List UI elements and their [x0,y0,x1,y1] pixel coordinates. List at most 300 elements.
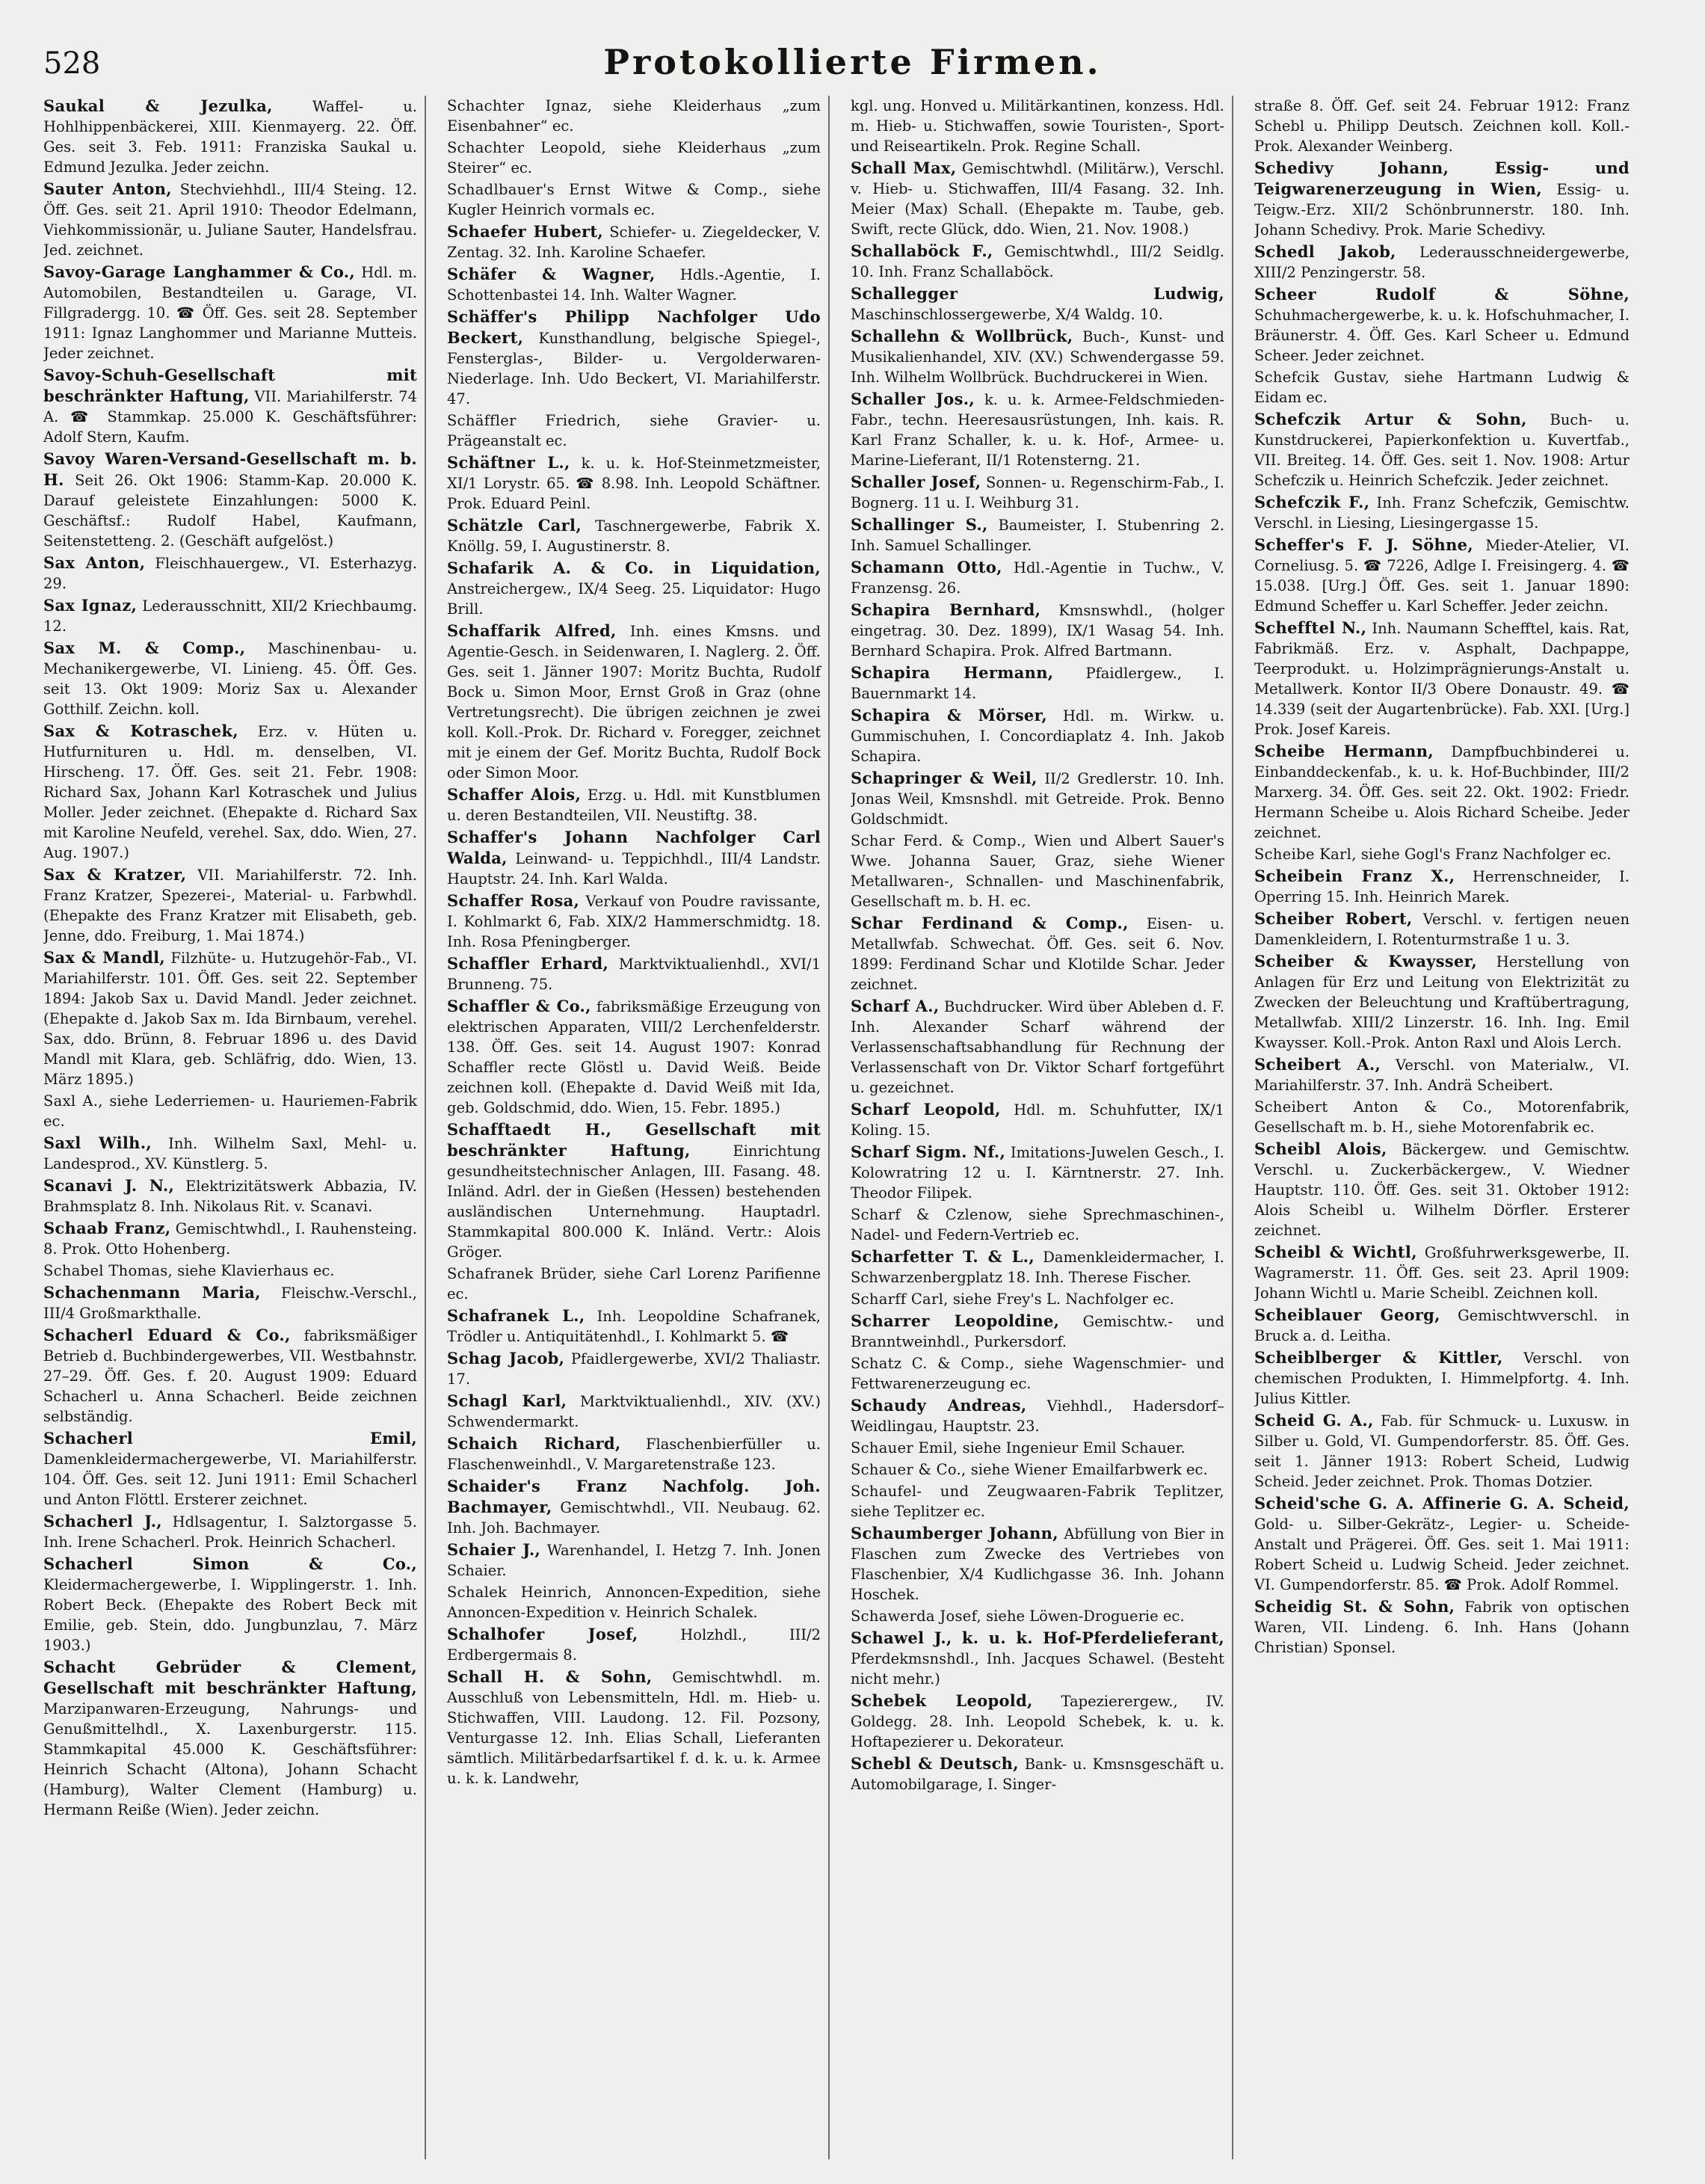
entry-details: k. u. k. Hof-Steinmetzmeister, XI/1 Lorystr. 65. ☎ 8.98. Inh. Leopold Schäftner. Prok. Eduard Peinl. [447,455,821,512]
entry-details: Filzhüte- u. Hutzugehör-Fab., VI. Mariahilferstr. 101. Öff. Ges. seit 22. September 1894: Jakob Sax u. David Mandl. Jeder zeichnet. (Ehepakte d. Jakob Sax m. Ida Birnbaum, verehel. Sax, ddo. Brünn, 8. Februar 1896 u. des David Mandl mit Klara, geb. Schläfrig, ddo. Wien, 13. März 1895.) [43,950,417,1088]
entry-details: Hdl. m. Automobilen, Bestandteilen u. Garage, VI. Fillgradergg. 10. ☎ Öff. Ges. seit 28. September 1911: Ignaz Langhommer und Marianne Mutteis. Jeder zeichnet. [43,264,418,362]
directory-entry [851,1691,1224,1752]
entry-details: Gemischtw.- und Branntweinhdl., Purkersdorf. [851,1313,1224,1350]
entry-details: fabriksmäßiger Betrieb d. Buchbindergewerbes, VII. Westbahnstr. 27–29. Öff. Ges. f. 20. August 1909: Eduard Schacherl u. Anna Schacherl. Beide zeichnen selbständig. [43,1327,417,1425]
directory-entry [447,996,821,1118]
entry-firm-name: Scheibein Franz X., [1254,867,1455,885]
entry-firm-name: Schar Ferd. & Comp., [851,832,1026,849]
entry-details: Kleidermachergewerbe, I. Wipplingerstr. 1. Inh. Robert Beck. (Ehepakte des Robert Beck mit Emilie, geb. Stein, ddo. Jungbunzlau, 7. März 1903.) [43,1576,417,1654]
entry-details: siehe Lederriemen- u. Hauriemen-Fabrik ec. [43,1092,418,1130]
entry-details: Anstreichergew., IX/4 Seeg. 25. Liquidator: Hugo Brill. [447,580,821,618]
directory-entry [1254,1347,1630,1409]
directory-entry [447,1391,821,1432]
entry-details: Inh. Naumann Schefftel, kais. Rat, Fabrikmäß. Erz. v. Asphalt, Dachpappe, Teerprodukt. u. Holzimprägnierungs-Anstalt u. Metallwerk. Kontor II/3 Obere Donaustr. 49. ☎ 14.339 (seit der Augartenbrücke). Fab. XXI. [Urg.] Prok. Josef Kareis. [1254,620,1630,738]
directory-entry [851,158,1224,239]
entry-firm-name: Schatz C. & Comp., [851,1355,1015,1372]
directory-entry [851,1523,1224,1605]
entry-details: Motorenfabrik, Gesellschaft m. b. H., siehe Motorenfabrik ec. [1254,1098,1630,1136]
directory-entry [43,449,417,551]
entry-firm-name: Scheibe Hermann, [1254,742,1434,760]
directory-entry [43,1282,417,1323]
entry-firm-name: Schaefer Hubert, [447,222,603,241]
directory-entry [447,1539,821,1581]
entry-details: Baumeister, I. Stubenring 2. Inh. Samuel Schallinger. [851,517,1224,554]
entry-firm-name: Schar Ferdinand & Comp., [851,914,1129,932]
entry-firm-name: Scheibe Karl, [1254,846,1357,863]
entry-details: Waffel- u. Hohlhippenbäckerei, XIII. Kienmayerg. 22. Öff. Ges. seit 3. Feb. 1911: Franziska Saukal u. Edmund Jezulka. Jeder zeichn. [43,98,418,176]
entry-firm-name: Scheibert A., [1254,1055,1381,1074]
entry-details: Hdls.-Agentie, I. Schottenbastei 14. Inh. Walter Wagner. [447,266,821,304]
entry-firm-name: Schefczik F., [1254,493,1370,511]
entry-details: Buch-, Kunst- und Musikalienhandel, XIV. (XV.) Schwendergasse 59. Inh. Wilhelm Wollbrück. Buchdruckerei in Wien. [851,328,1225,386]
directory-entry [447,1582,821,1622]
entry-details: Essig- u. Teigw.-Erz. XII/2 Schönbrunnerstr. 180. Inh. Johann Schedivy. Prok. Marie Schedivy. [1254,181,1630,239]
entry-firm-name: Scheffer's F. J. Söhne, [1254,535,1473,554]
directory-entry [447,1433,821,1474]
directory-entry [43,553,417,594]
entry-details: Damenkleidermacher, I. Schwarzenbergplatz 18. Inh. Therese Fischer. [851,1249,1225,1286]
entry-details: siehe Kleiderhaus „zum Steirer“ ec. [447,139,821,176]
directory-entry [43,1133,417,1174]
entry-details: Viehhdl., Hadersdorf–Weidlingau, Hauptstr. 23. [851,1397,1224,1435]
entry-details: siehe Gogl's Franz Nachfolger ec. [1360,846,1612,863]
entry-details: Einrichtung gesundheitstechnischer Anlagen, III. Fasang. 48. Inländ. Adrl. der in Gießen (Hessen) bestehenden ausländischen Unternehmung. Hauptadrl. Stammkapital 800.000 K. Inländ. Vertr.: Alois Gröger. [447,1142,821,1261]
entry-firm-name: Schätzle Carl, [447,516,582,535]
entry-firm-name: Schaller Josef, [851,473,981,491]
entry-firm-name: Schag Jacob, [447,1349,565,1368]
entry-firm-name: Schabel Thomas, [43,1262,173,1279]
entry-details: Fab. für Schmuck- u. Luxusw. in Silber u. Gold, VI. Gumpendorferstr. 85. Öff. Ges. seit 1. Jänner 1913: Robert Scheid, Ludwig Scheid. Jeder zeichnet. Prok. Thomas Dotzier. [1254,1412,1630,1490]
entry-details: Marktviktualienhdl., XIV. (XV.) Schwendermarkt. [447,1393,821,1430]
entry-firm-name: Scanavi J. N., [43,1176,175,1195]
entry-firm-name: Saukal & Jezulka, [43,96,273,115]
directory-entry [851,96,1224,156]
entry-details: Verschl. von Materialw., VI. Mariahilferstr. 37. Inh. Andrä Scheibert. [1254,1056,1630,1094]
entry-firm-name: Schaufel- und Zeugwaaren-Fabrik Teplitzer, [851,1483,1224,1500]
entry-firm-name: Schedl Jakob, [1254,242,1396,261]
entry-firm-name: Saxl A., [43,1092,103,1110]
entry-details: Schuhmachergewerbe, k. u. k. Hofschuhmacher, I. Bräunerstr. 4. Öff. Ges. Karl Scheer u. Edmund Scheer. Jeder zeichnet. [1254,307,1630,364]
directory-entry [43,365,417,447]
directory-entry [1254,96,1630,156]
entry-firm-name: Schacht Gebrüder & Clement, Gesellschaft mit beschränkter Haftung, [43,1658,417,1697]
entry-details: Maschinschlossergewerbe, X/4 Waldg. 10. [851,306,1163,323]
entry-details: Hdl.-Agentie in Tuchw., V. Franzensg. 26. [851,559,1225,597]
directory-entry [851,1459,1224,1480]
entry-firm-name: Sax Ignaz, [43,596,138,615]
directory-entry [851,705,1224,766]
entry-firm-name: Schefftel N., [1254,618,1367,637]
entry-firm-name: Scheiblberger & Kittler, [1254,1348,1503,1367]
entry-details: Verschl. v. fertigen neuen Damenkleidern, I. Rotenturmstraße 1 u. 3. [1254,911,1630,948]
directory-entry [1254,908,1630,950]
entry-firm-name: Schauer & Co., [851,1461,966,1478]
directory-entry [447,1624,821,1665]
directory-entry [447,1264,821,1304]
entry-details: Leinwand- u. Teppichhdl., III/4 Landstr. Hauptstr. 24. Inh. Karl Walda. [447,850,821,888]
entry-details: straße 8. Öff. Gef. seit 24. Februar 1912: Franz Schebl u. Philipp Deutsch. Zeichnen koll. Koll.-Prok. Alexander Weinberg. [1254,97,1630,155]
directory-entry [1254,1097,1630,1137]
entry-firm-name: Schefcik Gustav, [1254,369,1390,386]
entry-details: siehe Sprechmaschinen-, Nadel- und Federn-Vertrieb ec. [851,1206,1224,1243]
directory-entry [851,1205,1224,1245]
entry-details: Gemischtwhdl., I. Rauhensteing. 8. Prok. Otto Hohenberg. [43,1220,417,1258]
directory-entry [851,913,1224,994]
entry-details: Gemischtwhdl. m. Ausschluß von Lebensmitteln, Hdl. m. Hieb- u. Stichwaffen, VIII. Laudong. 12. Fil. Pozsony, Venturgasse 12. Inh. Elias Schall, Lieferanten sämtlich. Militärbedarfsartikel f. d. k. u. k. Armee u. k. k. Landwehr, [447,1669,821,1787]
directory-entry [1254,158,1630,240]
directory-entry [851,472,1224,513]
entry-firm-name: Schalek Heinrich, [447,1584,592,1601]
entry-firm-name: Schapira & Mörser, [851,706,1048,725]
entry-details: II/2 Gredlerstr. 10. Inh. Jonas Weil, Kmsnshdl. mit Getreide. Prok. Benno Goldschmidt. [851,770,1224,828]
directory-entry [43,721,417,863]
entry-details: siehe Kleiderhaus „zum Eisenbahner“ ec. [447,97,821,135]
entry-firm-name: Schapringer & Weil, [851,769,1038,787]
entry-details: Tapezierergew., IV. Goldegg. 28. Inh. Leopold Schebek, k. u. k. Hoftapezierer u. Dekorateur. [851,1693,1224,1750]
directory-entry [1254,1054,1630,1095]
entry-details: Marzipanwaren-Erzeugung, Nahrungs- und Genußmittelhdl., X. Laxenburgerstr. 115. Stammkapital 45.000 K. Geschäftsführer: Heinrich Schacht (Altona), Johann Schacht (Hamburg), Walter Clement (Hamburg) u. Hermann Reiße (Wien). Jeder zeichn. [43,1700,417,1818]
entry-details: Annoncen-Expedition, siehe Annoncen-Expedition v. Heinrich Schalek. [447,1584,821,1621]
entry-details: Inh. Franz Schefczik, Gemischtw. Verschl. in Liesing, Liesingergasse 15. [1254,494,1630,532]
entry-firm-name: Schacherl Eduard & Co., [43,1326,291,1344]
entry-firm-name: Scharf Leopold, [851,1100,1001,1119]
entry-firm-name: Scheibert Anton & Co., [1254,1098,1493,1116]
entry-firm-name: Scheibl Alois, [1254,1139,1387,1158]
entry-firm-name: Schallegger Ludwig, [851,284,1224,303]
entry-details: Fabrik von optischen Waren, VII. Lindeng. 6. Inh. Hans (Johann Christian) Sponsel. [1254,1599,1630,1656]
directory-entry [447,179,821,220]
entry-details: Lederausschnitt, XII/2 Kriechbaumg. 12. [43,597,417,635]
entry-firm-name: Schaich Richard, [447,1434,621,1453]
directory-entry [43,262,417,363]
entry-details: siehe Frey's L. Nachfolger ec. [952,1291,1174,1308]
entry-firm-name: Schauer Emil, [851,1439,958,1456]
entry-details: Marktviktualienhdl., XVI/1 Brunneng. 75. [447,956,821,993]
entry-details: Imitations-Juwelen Gesch., I. Kolowratring 12 u. I. Kärntnerstr. 27. Inh. Theodor Filipek. [851,1144,1224,1202]
entry-firm-name: Schaider's Franz Nachfolg. Joh. Bachmayer, [447,1477,821,1516]
directory-entry [43,1428,417,1510]
entry-details: siehe Wagenschmier- und Fettwarenerzeugung ec. [851,1355,1224,1392]
entry-firm-name: Schall H. & Sohn, [447,1667,653,1686]
entry-firm-name: Scharff Carl, [851,1291,949,1308]
entry-details: Verkauf von Poudre ravissante, I. Kohlmarkt 6, Fab. XIX/2 Hammerschmidtg. 18. Inh. Rosa Pfeningberger. [447,893,821,950]
directory-entry [43,1554,417,1655]
directory-entry [851,1628,1224,1689]
entry-details: Gemischtwhdl., III/2 Seidlg. 10. Inh. Franz Schallaböck. [851,243,1224,280]
entry-firm-name: Saxl Wilh., [43,1133,152,1152]
entry-firm-name: Schebl & Deutsch, [851,1754,1019,1773]
entry-details: Hdl. m. Wirkw. u. Gummischuhen, I. Concordiaplatz 4. Inh. Jakob Schapira. [851,707,1224,765]
entry-firm-name: Scheid G. A., [1254,1411,1374,1430]
column-3 [851,96,1233,2159]
directory-entry [43,1511,417,1552]
entry-firm-name: Sax & Kotraschek, [43,722,238,740]
directory-entry [43,638,417,719]
directory-entry [43,947,417,1089]
entry-details: Gemischtwhdl. (Militärw.), Verschl. v. Hieb- u. Stichwaffen, III/4 Fasang. 32. Inh. Meier (Max) Schall. (Ehepakte m. Taube, geb. Swift, recte Glück, ddo. Wien, 21. Nov. 1908.) [851,160,1224,238]
entry-details: Gold- u. Silber-Gekrätz-, Legier- u. Scheide-Anstalt und Prägerei. Öff. Ges. seit 1. Mai 1911: Robert Scheid u. Ludwig Scheid. Jeder zeichnet. VI. Gumpendorferstr. 85. ☎ Prok. Adolf Rommel. [1254,1516,1630,1593]
directory-entry [43,179,417,260]
directory-entry [851,600,1224,661]
entry-details: Eisen- u. Metallwfab. Schwechat. Öff. Ges. seit 6. Nov. 1899: Ferdinand Schar und Klotilde Schar. Jeder zeichnet. [851,915,1224,993]
entry-details: siehe Löwen-Droguerie ec. [986,1608,1185,1625]
entry-details: Pfaidlergewerbe, XVI/2 Thaliastr. 17. [447,1350,821,1388]
directory-entry [1254,1305,1630,1346]
entry-details: Bäckergew. und Gemischtw. Verschl. u. Zuckerbäckergew., V. Wiedner Hauptstr. 110. Öff. Ges. seit 31. Oktober 1912: Alois Scheibl u. Wilhelm Dörfler. Ersterer zeichnet. [1254,1141,1630,1239]
entry-firm-name: Schafranek Brüder, [447,1265,597,1282]
entry-firm-name: Schäffler Friedrich, [447,412,621,429]
entry-firm-name: Sax & Kratzer, [43,865,187,884]
entry-firm-name: Schäfer & Wagner, [447,265,656,283]
directory-entry [1254,1139,1630,1240]
directory-entry [447,1476,821,1538]
entry-firm-name: Schaffer's Johann Nachfolger Carl Walda, [447,828,821,867]
directory-entry [851,831,1224,911]
entry-details: kgl. ung. Honved u. Militärkantinen, konzess. Hdl. m. Hieb- u. Stichwaffen, sowie Touristen-, Sport- und Reiseartikeln. Prok. Regine Schall. [851,97,1224,155]
directory-entry [447,1305,821,1347]
entry-details: Gemischtwhdl., VII. Neubaug. 62. Inh. Joh. Bachmayer. [447,1499,821,1537]
entry-firm-name: Schaffer Alois, [447,785,582,804]
directory-entry [851,1395,1224,1436]
entry-firm-name: Sax M. & Comp., [43,639,246,657]
entry-details: Taschnergewerbe, Fabrik X. Knöllg. 59, I. Augustinerstr. 8. [447,517,821,555]
entry-firm-name: Schapira Hermann, [851,663,1054,682]
entry-firm-name: Schaab Franz, [43,1219,171,1237]
directory-entry [43,864,417,946]
entry-details: fabriksmäßige Erzeugung von elektrischen Apparaten, VIII/2 Lerchenfelderstr. 138. Öff. Ges. seit 14. August 1907: Konrad Schaffler recte Glöstl u. David Weiß. Beide zeichnen koll. (Ehepakte d. David Weiß mit Ida, geb. Goldschmid, ddo. Wien, 15. Febr. 1895.) [447,998,821,1116]
entry-details: Pferdekmsnshdl., Inh. Jacques Schawel. (Besteht nicht mehr.) [851,1650,1224,1688]
entry-details: siehe Ingenieur Emil Schauer. [962,1439,1186,1456]
directory-entry [43,1218,417,1259]
entry-details: Inh. eines Kmsns. und Agentie-Gesch. in Seidenwaren, I. Naglerg. 2. Öff. Ges. seit 1. Jänner 1907: Moritz Buchta, Rudolf Bock u. Simon Moor, Ernst Groß in Graz (ohne Vertretungsrecht). Die übrigen zeichnen je zwei koll. Koll.-Prok. Dr. Richard v. Foregger, zeichnet mit je einem der Gef. Moritz Buchta, Rudolf Bock oder Simon Moor. [447,623,821,781]
directory-entry [447,307,821,409]
entry-firm-name: Schaumberger Johann, [851,1524,1058,1542]
entry-firm-name: Schäftner L., [447,453,570,472]
directory-entry [43,595,417,636]
entry-firm-name: Schapira Bernhard, [851,600,1041,619]
entry-firm-name: Schall Max, [851,159,957,177]
entry-firm-name: Sauter Anton, [43,179,172,198]
entry-firm-name: Schaffler Erhard, [447,954,609,973]
entry-details: Großfuhrwerksgewerbe, II. Wagramerstr. 11. Öff. Ges. seit 23. April 1909: Johann Wichtl u. Marie Scheibl. Zeichnen koll. [1254,1244,1630,1302]
entry-firm-name: Sax Anton, [43,553,146,572]
entry-details: Hdl. m. Schuhfutter, IX/1 Koling. 15. [851,1101,1224,1139]
entry-details: VII. Mariahilferstr. 72. Inh. Franz Kratzer, Spezerei-, Material- u. Farbwhdl. (Ehepakte des Franz Kratzer mit Elisabeth, geb. Jenne, ddo. Freiburg, 1. Mai 1874.) [43,867,417,944]
entry-firm-name: Scheibl & Wichtl, [1254,1243,1417,1261]
entry-details: Dampfbuchbinderei u. Einbanddeckenfab., k. u. k. Hof-Buchbinder, III/2 Marxerg. 34. Öff. Ges. seit 22. Okt. 1902: Friedr. Hermann Scheibe u. Alois Richard Scheibe. Jeder zeichnet. [1254,743,1630,841]
directory-entry [1254,1493,1630,1595]
entry-details: Fleischhauergew., VI. Esterhazyg. 29. [43,555,417,592]
entry-firm-name: Schaffler & Co., [447,997,591,1015]
directory-entry [851,389,1224,470]
directory-entry [1254,741,1630,843]
entry-firm-name: Scharrer Leopoldine, [851,1311,1060,1330]
entry-firm-name: Schallehn & Wollbrück, [851,327,1073,345]
entry-firm-name: Schallaböck F., [851,242,993,260]
directory-entry [851,1099,1224,1140]
entry-details: Warenhandel, I. Hetzg 7. Inh. Jonen Schaier. [447,1542,821,1579]
directory-entry [1254,242,1630,283]
entry-details: siehe Carl Lorenz Parifienne ec. [447,1265,821,1302]
directory-entry [447,784,821,825]
directory-entry [1254,409,1630,490]
directory-entry [447,827,821,889]
directory-entry [447,221,821,262]
entry-details: Elektrizitätswerk Abbazia, IV. Brahmsplatz 8. Inh. Nikolaus Rit. v. Scanavi. [43,1178,417,1215]
directory-entry [851,514,1224,556]
page-number: 528 [43,46,101,81]
entry-details: Sonnen- u. Regenschirm-Fab., I. Bognerg. 11 u. I. Weihburg 31. [851,474,1224,511]
entry-firm-name: Schafftaedt H., Gesellschaft mit beschränkter Haftung, [447,1120,821,1160]
entry-firm-name: Scharf Sigm. Nf., [851,1142,1006,1161]
entry-firm-name: Savoy Waren-Versand-Gesellschaft m. b. H. [43,449,417,489]
entry-details: Buchdrucker. Wird über Ableben d. F. Inh. Alexander Scharf während der Verlassenschaftsabhandlung für Rechnung der Verlassenschaft von Dr. Viktor Scharf fortgeführt u. gezeichnet. [851,998,1224,1096]
directory-entry [447,264,821,305]
entry-details: siehe Gravier- u. Prägeanstalt ec. [447,412,821,449]
directory-entry [447,96,821,136]
entry-details: Herstellung von Anlagen für Erz und Leitung von Elektrizität zu Zwecken der Beleuchtung und Kraftübertragung, Metallwfab. XIII/2 Linzerstr. 16. Inh. Ing. Emil Kwaysser. Koll.-Prok. Anton Raxl und Alois Lerch. [1254,953,1630,1051]
directory-entry [851,326,1224,387]
directory-entry [1254,1596,1630,1658]
entry-firm-name: Scharf A., [851,997,940,1015]
columns [43,96,1665,2159]
entry-firm-name: Schafarik A. & Co. in Liquidation, [447,559,821,577]
entry-details: siehe Klavierhaus ec. [177,1262,335,1279]
directory-entry [851,1606,1224,1626]
entry-details: VII. Mariahilferstr. 74 A. ☎ Stammkap. 25.000 K. Geschäftsführer: Adolf Stern, Kaufm. [43,388,417,446]
entry-details: Mieder-Atelier, VI. Corneliusg. 5. ☎ 7226, Adlge I. Freisingerg. 4. ☎ 15.038. [Urg.] Öff. Ges. seit 1. Januar 1890: Edmund Scheffer u. Karl Scheffer. Jeder zeichn. [1254,537,1630,615]
directory-entry [851,1438,1224,1458]
entry-firm-name: Schacherl J., [43,1512,162,1531]
directory-entry [851,768,1224,829]
entry-details: Hdlsagentur, I. Salztorgasse 5. Inh. Irene Schacherl. Prok. Heinrich Schacherl. [43,1513,417,1551]
column-4 [1254,96,1637,2159]
entry-firm-name: Schedivy Johann, Essig- und Teigwarenerzeugung in Wien, [1254,159,1630,198]
entry-firm-name: Schaier J., [447,1540,541,1559]
entry-firm-name: Schafranek L., [447,1306,585,1325]
entry-details: siehe Hartmann Ludwig & Eidam ec. [1254,369,1630,406]
entry-firm-name: Schefczik Artur & Sohn, [1254,410,1527,428]
page-title: Protokollierte Firmen. [603,42,1102,82]
entry-details: Lederausschneidergewerbe, XIII/2 Penzingerstr. 58. [1254,244,1630,281]
entry-firm-name: Schebek Leopold, [851,1691,1033,1710]
column-1 [43,96,426,2159]
entry-details: Erz. v. Hüten u. Hutfurnituren u. Hdl. m. denselben, VI. Hirscheng. 17. Öff. Ges. seit 21. Febr. 1908: Richard Sax, Johann Karl Kotraschek und Julius Moller. Jeder zeichnet. (Ehepakte d. Richard Sax mit Karoline Neufeld, verehel. Sax, ddo. Wien, 27. Aug. 1907.) [43,723,417,861]
entry-firm-name: Schalhofer Josef, [447,1625,638,1643]
directory-entry [1254,492,1630,533]
directory-entry [851,1142,1224,1203]
directory-entry [851,1311,1224,1352]
entry-details: Verschl. von chemischen Produkten, I. Himmelpfortg. 4. Inh. Julius Kittler. [1254,1350,1630,1407]
entry-firm-name: Schawel J., k. u. k. Hof-Pferdelieferant, [851,1628,1224,1647]
entry-firm-name: Scheiblauer Georg, [1254,1305,1440,1324]
entry-firm-name: Schaller Jos., [851,390,975,408]
entry-firm-name: Schaudy Andreas, [851,1396,1027,1415]
directory-entry [1254,844,1630,864]
directory-entry [447,410,821,451]
directory-entry [447,890,821,952]
entry-firm-name: Schaffarik Alfred, [447,621,617,640]
entry-details: Stechviehhdl., III/4 Steing. 12. Öff. Ges. seit 21. April 1910: Theodor Edelmann, Viehkommissionär, u. Juliane Sauter, Handelsfrau. Jed. zeichnet. [43,181,417,259]
entry-firm-name: Schäffer's Philipp Nachfolger Udo Beckert, [447,307,821,347]
entry-details: Herrenschneider, I. Operring 15. Inh. Heinrich Marek. [1254,868,1630,905]
entry-details: siehe Teplitzer ec. [851,1503,985,1520]
entry-details: Erzg. u. Hdl. mit Kunstblumen u. deren Bestandteilen, VII. Neustiftg. 38. [447,787,821,824]
entry-firm-name: Scheidig St. & Sohn, [1254,1597,1455,1616]
entry-firm-name: Schallinger S., [851,515,988,534]
directory-entry [447,621,821,783]
entry-firm-name: Sax & Mandl, [43,948,166,967]
directory-entry [851,1246,1224,1288]
entry-firm-name: Schachenmann Maria, [43,1283,261,1302]
entry-details: Gemischtwverschl. in Bruck a. d. Leitha. [1254,1307,1630,1344]
directory-entry [447,558,821,619]
directory-entry [447,515,821,556]
directory-entry [43,1325,417,1427]
entry-firm-name: Schawerda Josef, [851,1608,981,1625]
entry-details: Damenkleidermachergewerbe, VI. Mariahilferstr. 104. Öff. Ges. seit 12. Juni 1911: Emil Schacherl und Anton Flöttl. Ersterer zeichnet. [43,1451,417,1508]
directory-entry [1254,284,1630,366]
directory-entry [851,1753,1224,1794]
entry-firm-name: Schaffer Rosa, [447,891,580,910]
entry-details: Abfüllung von Bier in Flaschen zum Zwecke des Vertriebes von Flaschenbier, X/4 Kudlichgasse 36. Inh. Johann Hoschek. [851,1525,1224,1603]
entry-details: Wien und Albert Sauer's Wwe. Johanna Sauer, Graz, siehe Wiener Metallwaren-, Schnallen- und Maschinenfabrik, Gesellschaft m. b. H. ec. [851,832,1224,910]
entry-details: siehe Wiener Emailfarbwerk ec. [970,1461,1208,1478]
entry-firm-name: Scheer Rudolf & Söhne, [1254,285,1630,304]
entry-details: Seit 26. Okt 1906: Stamm-Kap. 20.000 K. Darauf geleistete Einzahlungen: 5000 K. Geschäftsf.: Rudolf Habel, Kaufmann, Seitenstetteng. 2. (Geschäft aufgelöst.) [43,472,417,550]
entry-details: Buch- u. Kunstdruckerei, Papierkonfektion u. Kuvertfab., VII. Breiteg. 14. Öff. Ges. seit 1. Nov. 1908: Artur Schefczik u. Heinrich Schefczik. Jeder zeichnet. [1254,411,1630,489]
directory-entry [447,452,821,514]
directory-entry [447,1119,821,1262]
entry-details: Inh. Leopoldine Schafranek, Trödler u. Antiquitätenhdl., I. Kohlmarkt 5. ☎ [447,1308,821,1345]
entry-details: siehe Kugler Heinrich vormals ec. [447,181,821,218]
directory-entry [43,1091,417,1131]
directory-entry [851,996,1224,1098]
directory-entry [43,1175,417,1216]
directory-entry [851,1289,1224,1309]
entry-firm-name: Savoy-Garage Langhammer & Co., [43,262,356,281]
directory-entry [851,241,1224,282]
directory-entry [1254,866,1630,907]
directory-entry [1254,618,1630,739]
directory-entry [447,138,821,178]
entry-firm-name: Scheiber & Kwaysser, [1254,952,1478,971]
entry-firm-name: Scheid'sche G. A. Affinerie G. A. Scheid, [1254,1494,1630,1513]
entry-firm-name: Schagl Karl, [447,1391,567,1410]
directory-entry [851,662,1224,704]
entry-firm-name: Scheiber Robert, [1254,909,1413,928]
entry-details: Bank- u. Kmsnsgeschäft u. Automobilgarage, I. Singer- [851,1756,1225,1793]
entry-firm-name: Schadlbauer's Ernst Witwe & Comp., [447,181,768,198]
entry-firm-name: Schamann Otto, [851,558,1002,576]
entry-firm-name: Schacherl Simon & Co., [43,1554,417,1573]
directory-entry [43,1657,417,1820]
directory-entry [1254,951,1630,1053]
entry-details: Inh. Wilhelm Saxl, Mehl- u. Landesprod., XV. Künstlerg. 5. [43,1135,417,1172]
entry-details: Kunsthandlung, belgische Spiegel-, Fensterglas-, Bilder- u. Vergolderwaren-Niederlage. Inh. Udo Beckert, VI. Mariahilferstr. 47. [447,330,821,407]
entry-firm-name: Schachter Ignaz, [447,97,593,114]
entry-firm-name: Schachter Leopold, [447,139,607,156]
entry-details: Flaschenbierfüller u. Flaschenweinhdl., V. Margaretenstraße 123. [447,1436,821,1473]
entry-firm-name: Schacherl Emil, [43,1429,417,1448]
directory-entry [1254,367,1630,407]
directory-entry [43,1261,417,1281]
entry-details: Holzhdl., III/2 Erdbergermais 8. [447,1626,821,1664]
directory-entry [1254,1242,1630,1303]
directory-entry [851,557,1224,598]
directory-entry [1254,1410,1630,1492]
entry-details: Pfaidlergew., I. Bauernmarkt 14. [851,665,1224,702]
